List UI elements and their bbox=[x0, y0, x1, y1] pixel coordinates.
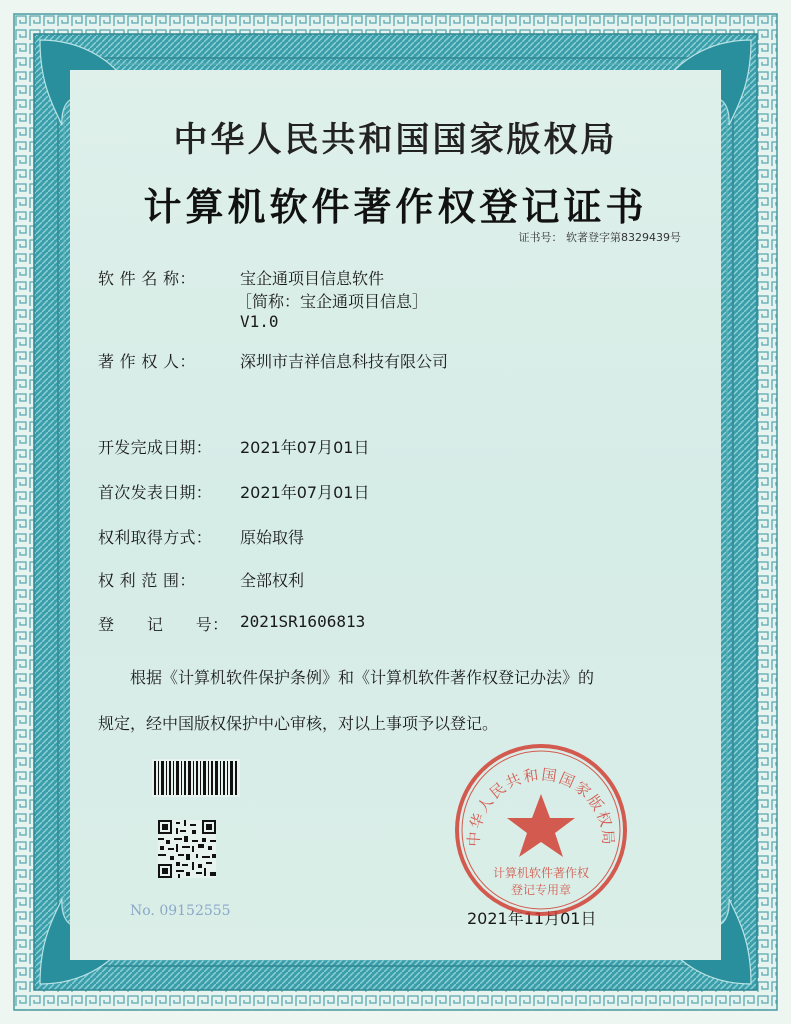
certificate-number-value: 软著登字第8329439号 bbox=[566, 231, 681, 244]
software-short-name: ［简称：宝企通项目信息］ bbox=[236, 292, 429, 311]
star-icon bbox=[507, 794, 575, 857]
first-publication-date-value: 2021年07月01日 bbox=[240, 483, 370, 502]
certificate-title: 计算机软件著作权登记证书 bbox=[143, 184, 648, 229]
barcode bbox=[152, 759, 240, 797]
statement-line-1: 根据《计算机软件保护条例》和《计算机软件著作权登记办法》的 bbox=[130, 668, 595, 687]
seal-inner-line-2: 登记专用章 bbox=[510, 883, 572, 897]
seal-ring-text: 中华人民共和国国家版权局 bbox=[464, 765, 618, 848]
seal-inner-line-1: 计算机软件著作权 bbox=[492, 866, 590, 880]
copyright-owner-label: 著 作 权 人： bbox=[98, 352, 196, 371]
completion-date-label: 开发完成日期： bbox=[98, 438, 213, 457]
software-name-label: 软 件 名 称： bbox=[98, 269, 196, 288]
registration-number-label: 登 记 号： bbox=[98, 615, 229, 634]
qr-code bbox=[158, 820, 216, 878]
certificate-number bbox=[519, 229, 682, 245]
rights-scope-label: 权 利 范 围： bbox=[98, 571, 196, 590]
software-name-value: 宝企通项目信息软件 bbox=[240, 269, 385, 288]
software-version: V1.0 bbox=[240, 312, 279, 331]
rights-scope-value: 全部权利 bbox=[240, 571, 305, 590]
issue-date: 2021年11月01日 bbox=[467, 909, 597, 928]
statement-line-2: 规定，经中国版权保护中心审核，对以上事项予以登记。 bbox=[98, 714, 499, 733]
registration-number-value: 2021SR1606813 bbox=[240, 612, 366, 631]
official-seal bbox=[453, 742, 629, 918]
serial-number: No. 09152555 bbox=[130, 903, 231, 919]
certificate-number-label: 证书号： bbox=[518, 231, 563, 244]
copyright-owner-value: 深圳市吉祥信息科技有限公司 bbox=[240, 352, 449, 371]
first-publication-date-label: 首次发表日期： bbox=[98, 483, 213, 502]
acquisition-method-label: 权利取得方式： bbox=[98, 528, 213, 547]
acquisition-method-value: 原始取得 bbox=[240, 528, 305, 547]
issuing-authority-title: 中华人民共和国国家版权局 bbox=[173, 120, 618, 160]
completion-date-value: 2021年07月01日 bbox=[240, 438, 370, 457]
